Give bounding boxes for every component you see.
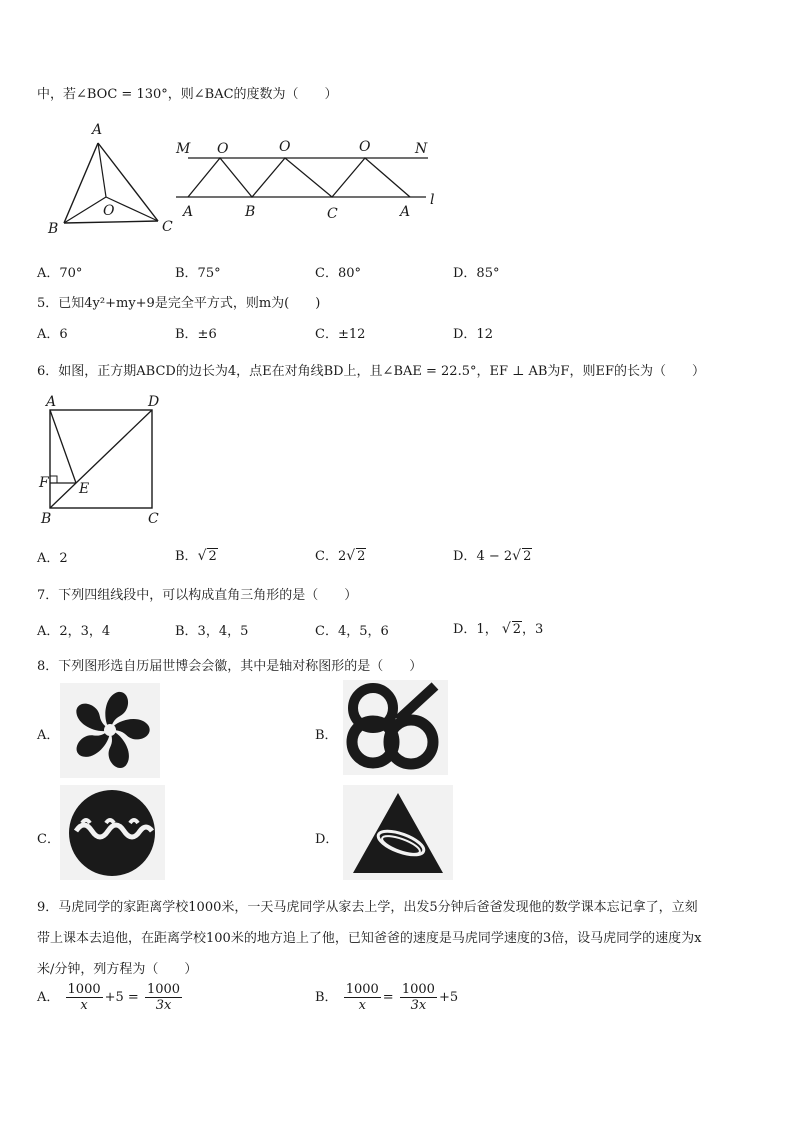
q5-option-b[interactable]: B．±6 <box>175 327 217 342</box>
label-o1: O <box>217 141 229 157</box>
q7-option-b[interactable]: B．3，4，5 <box>175 624 249 639</box>
q7-stem: 7．下列四组线段中，可以构成直角三角形的是（ ） <box>37 588 358 603</box>
q6-stem: 6．如图，正方期ABCD的边长为4，点E在对角线BD上，且∠BAE = 22.5°，EF ⊥ AB为F，则EF的长为（ ） <box>37 364 705 379</box>
q8-option-d[interactable]: D． <box>315 832 339 847</box>
label-o2: O <box>279 139 291 155</box>
flower-emblem-icon <box>60 683 160 778</box>
q9-line3: 米/分钟，列方程为（ ） <box>37 962 198 977</box>
q4-zigzag-figure <box>170 132 440 227</box>
label-b1: B <box>245 204 256 220</box>
q7-option-d[interactable]: D．1， √ 2，3 <box>453 621 544 637</box>
q8-option-a[interactable]: A． <box>37 728 60 743</box>
q8-option-c[interactable]: C． <box>37 832 60 847</box>
label-a2: A <box>400 204 411 220</box>
q5-option-d[interactable]: D．12 <box>453 327 493 342</box>
q4-option-a[interactable]: A．70° <box>37 266 83 281</box>
label-c1: C <box>327 206 338 222</box>
q8-option-b[interactable]: B． <box>315 728 338 743</box>
label-c: C <box>148 511 159 527</box>
q5-stem: 5．已知4y²+my+9是完全平方式，则m为( ) <box>37 296 321 311</box>
label-a: A <box>46 394 57 410</box>
q9-option-a[interactable]: A． $\frac{1000}{x}$ +5 = $\frac{1000}{3x}$ <box>37 982 181 1013</box>
q8-stem: 8．下列图形选自历届世博会会徽，其中是轴对称图形的是（ ） <box>37 659 423 674</box>
q5-option-c[interactable]: C．±12 <box>315 327 366 342</box>
triangle-emblem-icon <box>343 785 453 880</box>
label-a1: A <box>183 204 194 220</box>
label-l: l <box>430 192 435 208</box>
label-a: A <box>92 122 103 138</box>
q4-option-b[interactable]: B．75° <box>175 266 221 281</box>
q6-option-b[interactable]: B．√ 2 <box>175 548 217 564</box>
q4-option-c[interactable]: C．80° <box>315 266 361 281</box>
label-b: B <box>48 221 59 237</box>
q6-square-figure <box>36 392 166 532</box>
q4-triangle-figure <box>40 115 190 240</box>
q6-option-d[interactable]: D．4 − 2√ 2 <box>453 548 532 564</box>
q4-stem: 中，若∠BOC = 130°，则∠BAC的度数为（ ） <box>37 87 338 102</box>
label-n: N <box>415 141 428 157</box>
wave-emblem-icon <box>60 785 165 880</box>
label-o: O <box>103 203 115 219</box>
q7-option-c[interactable]: C．4，5，6 <box>315 624 389 639</box>
q6-option-a[interactable]: A．2 <box>37 551 68 566</box>
label-e: E <box>79 481 90 497</box>
q9-line2: 带上课本去追他，在距离学校100米的地方追上了他，已知爸爸的速度是马虎同学速度的3倍，设马虎同学的速度为x <box>37 931 702 946</box>
q5-option-a[interactable]: A．6 <box>37 327 68 342</box>
q9-option-b[interactable]: B． $\frac{1000}{x}$ = $\frac{1000}{3x}$ +5 <box>315 982 459 1013</box>
label-o3: O <box>359 139 371 155</box>
q7-option-a[interactable]: A．2，3，4 <box>37 624 111 639</box>
label-c: C <box>162 219 173 235</box>
label-m: M <box>176 141 191 157</box>
label-f: F <box>39 475 49 491</box>
label-d: D <box>148 394 160 410</box>
q6-option-c[interactable]: C．2√ 2 <box>315 548 366 564</box>
label-b: B <box>41 511 52 527</box>
rings-emblem-icon <box>343 680 448 775</box>
q4-option-d[interactable]: D．85° <box>453 266 500 281</box>
q9-line1: 9．马虎同学的家距离学校1000米，一天马虎同学从家去上学，出发5分钟后爸爸发现他的数学课本忘记拿了，立刻 <box>37 900 698 915</box>
